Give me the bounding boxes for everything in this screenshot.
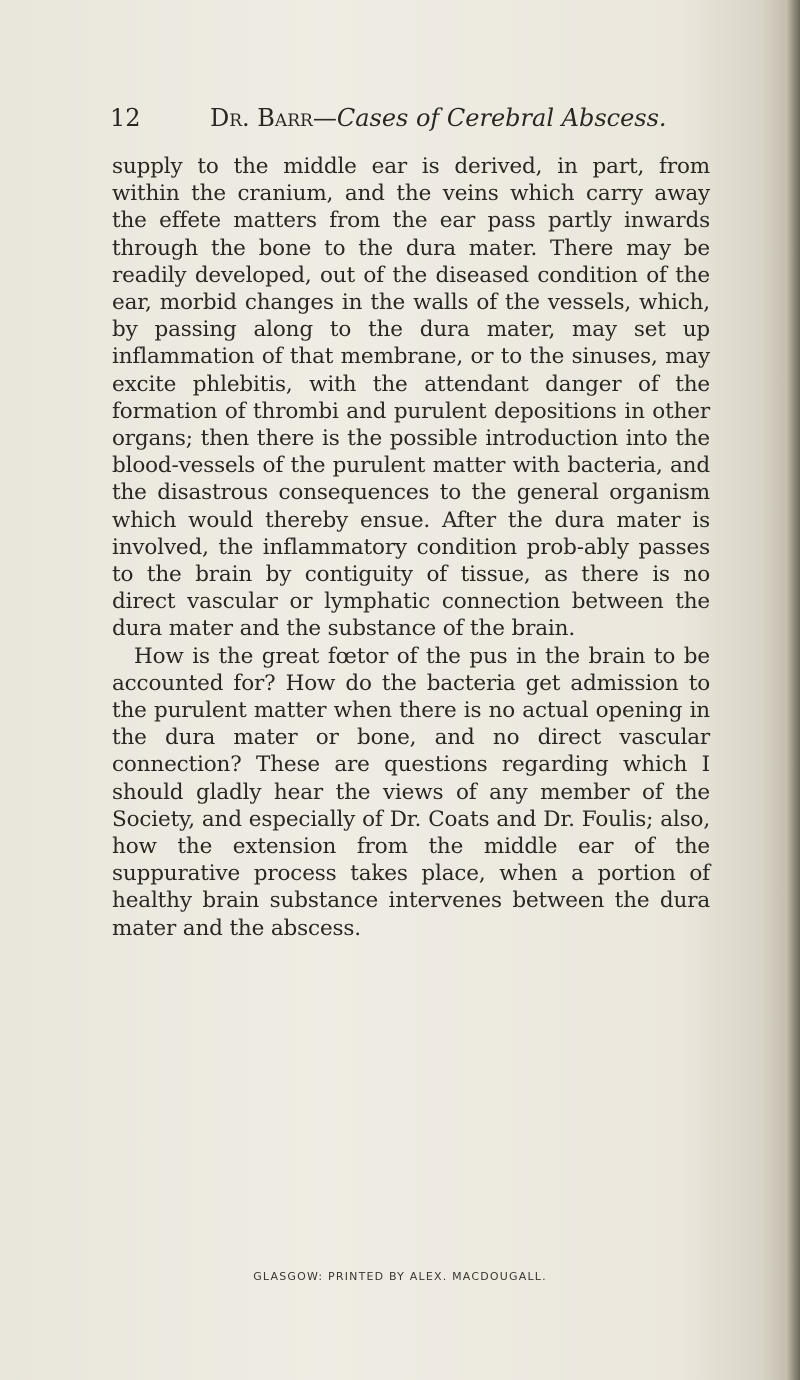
paragraph-1: supply to the middle ear is derived, in part, from within the cranium, and the veins which carry away the effete matters from the ear pass partly inwards through the bone to the dura mater. There may be readily developed, out of the diseased condition of the ear, morbid changes in the walls of the vessels, which, by passing along to the dura mater, may set up inflammation of that membrane, or to the sinuses, may excite phlebitis, with the attendant danger of the formation of thrombi and purulent depositions in other organs; then there is the possible introduction into the blood-vessels of the purulent matter with bacteria, and the disastrous consequences to the general organism which would thereby ensue. After the dura mater is involved, the inflammatory condition prob-ably passes to the brain by contiguity of tissue, as there is no direct vascular or lymphatic connection between the dura mater and the substance of the brain. [112,154,710,642]
header-title: Cases of Cerebral Abscess. [336,104,667,132]
body-text [112,153,710,942]
page-number: 12 [110,104,141,132]
printer-imprint: GLASGOW: PRINTED BY ALEX. MACDOUGALL. [253,1270,547,1283]
header-separator: — [312,104,337,132]
header-author: Dr. Barr [210,104,313,132]
page-edge-shadow [786,0,800,1380]
running-header [110,100,690,136]
paragraph-2: How is the great fœtor of the pus in the brain to be accounted for? How do the bacteria get admission to the purulent matter when there is no actual opening in the dura mater or bone, and no direct vascular connection? These are questions regarding which I should gladly hear the views of any member of the Society, and especially of Dr. Coats and Dr. Foulis; also, how the extension from the middle ear of the suppurative process takes place, when a portion of healthy brain substance intervenes between the dura mater and the abscess. [112,643,710,941]
running-title [210,100,667,136]
